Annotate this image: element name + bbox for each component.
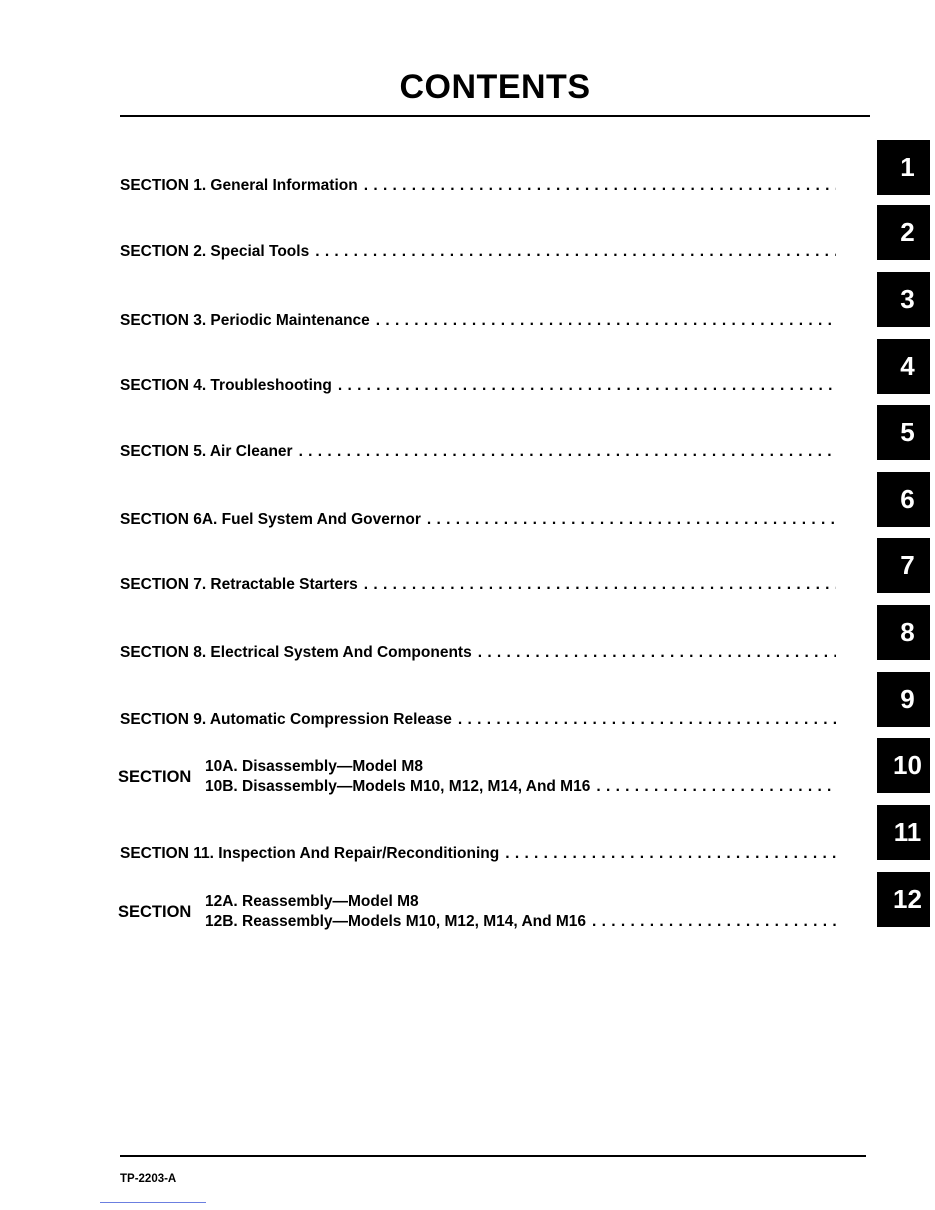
toc-entry-section-4[interactable] <box>120 377 836 395</box>
document-code: TP-2203-A <box>120 1173 177 1185</box>
section-tab-10[interactable]: 10 <box>877 738 930 793</box>
dot-leader <box>427 511 836 529</box>
toc-entry-label: 10B. Disassembly—Models M10, M12, M14, And M16 <box>205 778 591 795</box>
toc-entry-section-6a[interactable] <box>120 511 836 529</box>
section-tab-11[interactable]: 11 <box>877 805 930 860</box>
toc-entry-label: SECTION 9. Automatic Compression Release <box>120 711 452 728</box>
toc-entry-label: 12B. Reassembly—Models M10, M12, M14, And M16 <box>205 913 587 930</box>
toc-entry-label: SECTION 4. Troubleshooting <box>120 377 332 394</box>
toc-entry-label: SECTION 1. General Information <box>120 177 358 194</box>
toc-entry-section-11[interactable] <box>120 845 836 863</box>
link-underline <box>100 1202 206 1203</box>
toc-entry-label: SECTION 11. Inspection And Repair/Reconditioning <box>120 845 500 862</box>
toc-entry-label: SECTION 8. Electrical System And Components <box>120 644 472 661</box>
toc-entry-label: SECTION 5. Air Cleaner <box>120 443 293 460</box>
toc-entry-section-8[interactable] <box>120 644 836 662</box>
toc-entry-label: SECTION 3. Periodic Maintenance <box>120 312 370 329</box>
page-title: CONTENTS <box>399 68 591 106</box>
toc-entry-section-3[interactable] <box>120 312 836 330</box>
toc-entry-label: SECTION 6A. Fuel System And Governor <box>120 511 421 528</box>
toc-entry-section-9[interactable] <box>120 711 836 729</box>
section-tab-6[interactable]: 6 <box>877 472 930 527</box>
section-tab-1[interactable]: 1 <box>877 140 930 195</box>
toc-entry-label: SECTION 7. Retractable Starters <box>120 576 358 593</box>
toc-entry-section-7[interactable] <box>120 576 836 594</box>
toc-entry-label: SECTION 2. Special Tools <box>120 243 310 260</box>
section-tab-3[interactable]: 3 <box>877 272 930 327</box>
section-label: SECTION <box>118 903 192 921</box>
dot-leader <box>596 778 836 796</box>
toc-subentry-12a[interactable]: 12A. Reassembly—Model M8 <box>205 893 419 910</box>
toc-subentry-10a[interactable]: 10A. Disassembly—Model M8 <box>205 758 423 775</box>
toc-subentry-10b[interactable] <box>205 778 836 796</box>
toc-entry-section-1[interactable] <box>120 177 836 195</box>
section-tab-8[interactable]: 8 <box>877 605 930 660</box>
dot-leader <box>458 711 836 729</box>
dot-leader <box>338 377 836 395</box>
section-tab-2[interactable]: 2 <box>877 205 930 260</box>
section-tab-4[interactable]: 4 <box>877 339 930 394</box>
dot-leader <box>505 845 836 863</box>
section-label: SECTION <box>118 768 192 786</box>
toc-subentry-12b[interactable] <box>205 913 836 931</box>
title-divider <box>120 115 870 117</box>
section-tab-7[interactable]: 7 <box>877 538 930 593</box>
dot-leader <box>592 913 836 931</box>
dot-leader <box>299 443 836 461</box>
toc-entry-section-2[interactable] <box>120 243 836 261</box>
section-tab-12[interactable]: 12 <box>877 872 930 927</box>
section-tab-9[interactable]: 9 <box>877 672 930 727</box>
dot-leader <box>364 576 836 594</box>
footer-divider <box>120 1155 866 1157</box>
dot-leader <box>478 644 836 662</box>
dot-leader <box>364 177 836 195</box>
dot-leader <box>376 312 836 330</box>
section-tab-5[interactable]: 5 <box>877 405 930 460</box>
toc-entry-section-5[interactable] <box>120 443 836 461</box>
dot-leader <box>315 243 836 261</box>
